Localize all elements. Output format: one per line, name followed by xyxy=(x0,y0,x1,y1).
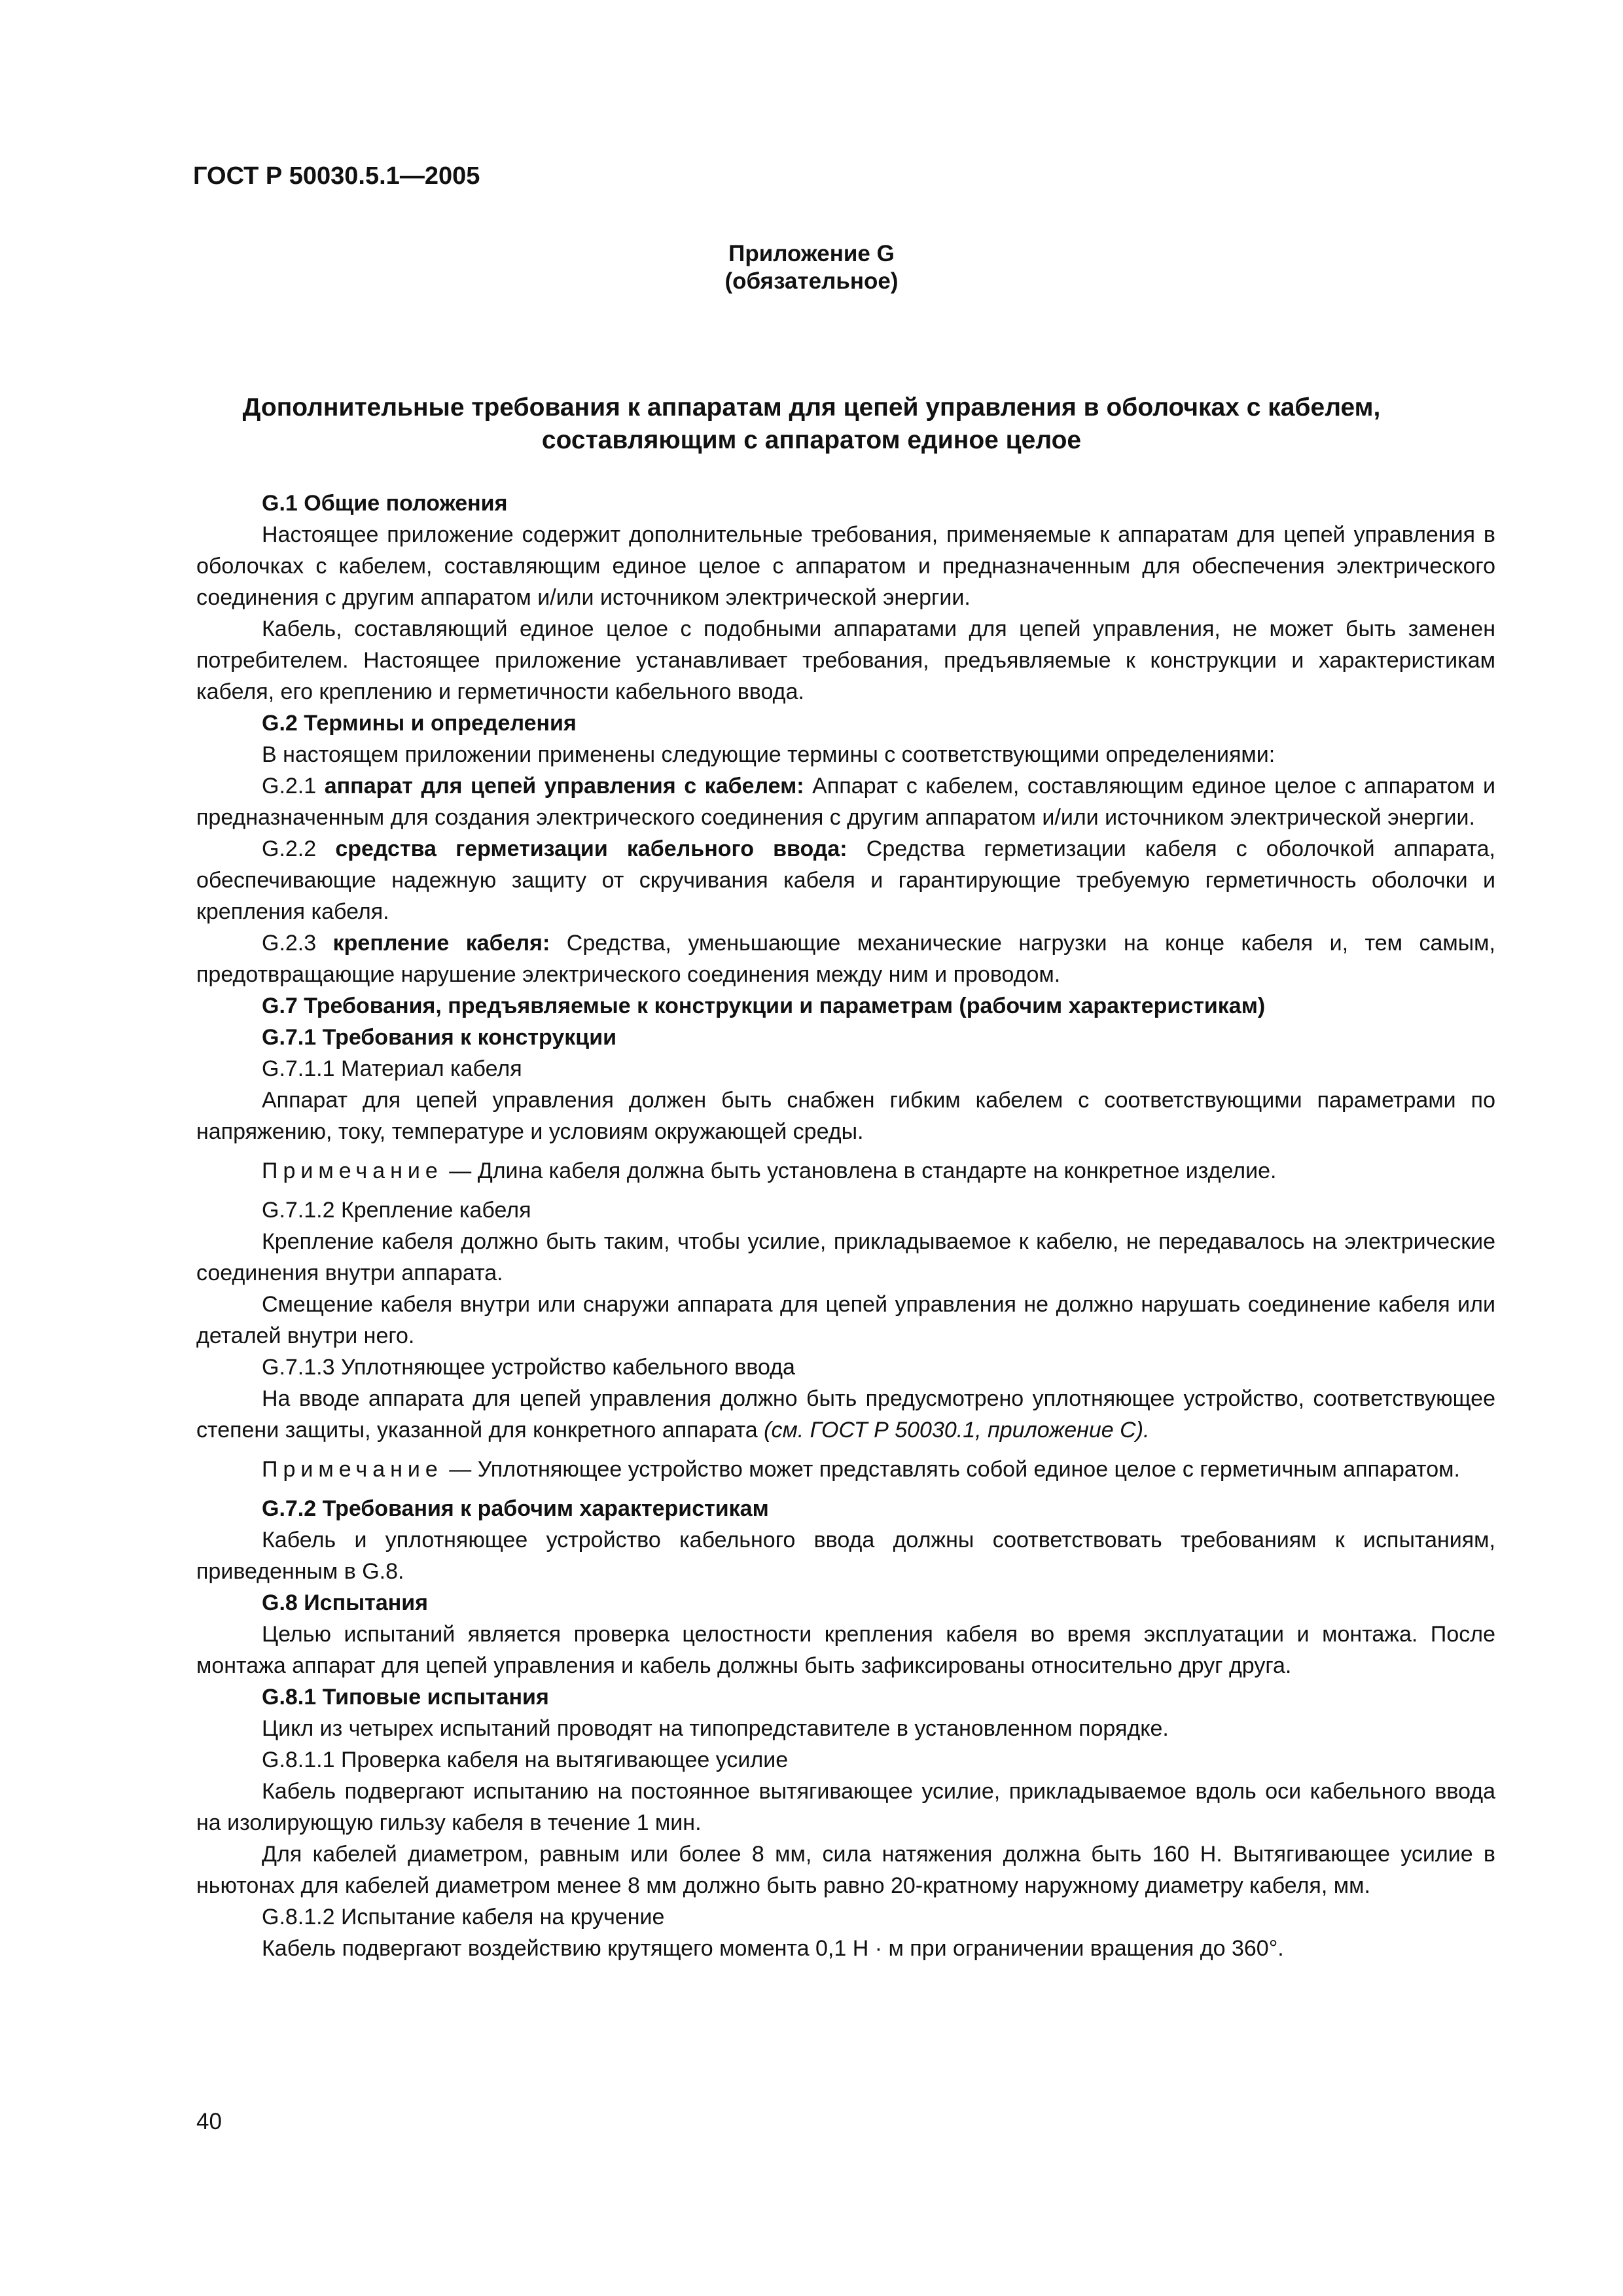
clause-heading-g8-1-1: G.8.1.1 Проверка кабеля на вытягивающее усилие xyxy=(262,1748,789,1772)
definition-term: средства герметизации кабельного ввода: xyxy=(335,836,847,861)
paragraph-text: На вводе аппарата для цепей управления должно быть предусмотрено уплотняющее устройство, соответствующее степени защиты, указанной для конкретного аппарата xyxy=(196,1386,1495,1443)
section-heading-g1: G.1 Общие положения xyxy=(262,491,508,516)
paragraph-g1-2: Кабель, составляющий единое целое с подобными аппаратами для цепей управления, не может быть заменен потребителем. Настоящее приложение устанавливает требования, предъявляемые к конструкции и характеристикам кабеля, его креплению и герметичности кабельного ввода. xyxy=(196,617,1495,704)
clause-heading-g8-1-2: G.8.1.2 Испытание кабеля на кручение xyxy=(262,1905,665,1929)
section-heading-g8: G.8 Испытания xyxy=(262,1590,429,1615)
clause-heading-g7-1-2: G.7.1.2 Крепление кабеля xyxy=(262,1198,531,1223)
note-2 xyxy=(196,1454,1495,1485)
subsection-heading-g7-1: G.7.1 Требования к конструкции xyxy=(262,1025,617,1050)
paragraph-g8-1-1-b: Для кабелей диаметром, равным или более 8 мм, сила натяжения должна быть 160 Н. Вытягивающее усилие в ньютонах для кабелей диаметром менее 8 мм должно быть равно 20-кратному наружному диаметру кабеля, мм. xyxy=(196,1842,1495,1898)
definition-term: крепление кабеля: xyxy=(332,931,550,956)
definition-number: G.2.2 xyxy=(262,836,336,861)
clause-heading-g7-1-1: G.7.1.1 Материал кабеля xyxy=(262,1056,522,1081)
standard-reference: (см. ГОСТ Р 50030.1, приложение С). xyxy=(764,1418,1150,1443)
clause-heading-g7-1-3: G.7.1.3 Уплотняющее устройство кабельного ввода xyxy=(262,1355,795,1380)
definition-text: Аппарат с кабелем, составляющим единое целое с аппаратом и предназначенным для создания электрического соединения с другим аппаратом и/или источником электрической энергии. xyxy=(196,774,1496,830)
paragraph-g1-1: Настоящее приложение содержит дополнительные требования, применяемые к аппаратам для цепей управления в оболочках с кабелем, составляющим единое целое с аппаратом и предназначенным для обеспечения электрического соединения с другим аппаратом и/или источником электрической энергии. xyxy=(196,522,1495,610)
annex-title: Приложение G xyxy=(728,241,895,266)
paragraph-g2-intro: В настоящем приложении применены следующие термины с соответствующими определениями: xyxy=(262,742,1275,767)
subsection-heading-g8-1: G.8.1 Типовые испытания xyxy=(262,1685,549,1710)
note-label: Примечание xyxy=(262,1457,443,1482)
definition-g2-1 xyxy=(196,770,1495,833)
note-1 xyxy=(196,1155,1495,1187)
paragraph-g7-1-2-a: Крепление кабеля должно быть таким, чтобы усилие, прикладываемое к кабелю, не передавалось на электрические соединения внутри аппарата. xyxy=(196,1229,1495,1285)
definition-text: Средства герметизации кабеля с оболочкой аппарата, обеспечивающие надежную защиту от скручивания кабеля и гарантирующие требуемую герметичность оболочки и крепления кабеля. xyxy=(196,836,1496,924)
paragraph-g7-1-2-b: Смещение кабеля внутри или снаружи аппарата для цепей управления не должно нарушать соединение кабеля или деталей внутри него. xyxy=(196,1292,1495,1348)
paragraph-g7-1-1: Аппарат для цепей управления должен быть снабжен гибким кабелем с соответствующими параметрами по напряжению, току, температуре и условиям окружающей среды. xyxy=(196,1088,1495,1144)
definition-g2-3 xyxy=(196,927,1495,990)
paragraph-g8: Целью испытаний является проверка целостности крепления кабеля во время эксплуатации и монтажа. После монтажа аппарат для цепей управления и кабель должны быть зафиксированы относительно друг друга. xyxy=(196,1622,1495,1678)
subsection-heading-g7-2: G.7.2 Требования к рабочим характеристикам xyxy=(262,1496,769,1521)
document-title-line-2: составляющим с аппаратом единое целое xyxy=(541,426,1082,454)
definition-number: G.2.1 xyxy=(262,774,325,798)
paragraph-g7-2: Кабель и уплотняющее устройство кабельного ввода должны соответствовать требованиям к испытаниям, приведенным в G.8. xyxy=(196,1528,1495,1584)
paragraph-g8-1-1-a: Кабель подвергают испытанию на постоянное вытягивающее усилие, прикладываемое вдоль оси кабельного ввода на изолирующую гильзу кабеля в течение 1 мин. xyxy=(196,1779,1495,1835)
annex-status: (обязательное) xyxy=(724,268,899,294)
paragraph-g7-1-3 xyxy=(196,1383,1495,1446)
definition-g2-2 xyxy=(196,833,1495,927)
document-title-line-1: Дополнительные требования к аппаратам для цепей управления в оболочках с кабелем, xyxy=(242,393,1381,422)
section-heading-g2: G.2 Термины и определения xyxy=(262,711,577,736)
definition-term: аппарат для цепей управления с кабелем: xyxy=(324,774,804,798)
document-body xyxy=(196,488,1495,1964)
paragraph-g8-1: Цикл из четырех испытаний проводят на типопредставителе в установленном порядке. xyxy=(262,1716,1169,1741)
standard-designation: ГОСТ Р 50030.5.1—2005 xyxy=(193,162,480,190)
paragraph-g8-1-2: Кабель подвергают воздействию крутящего момента 0,1 Н · м при ограничении вращения до 360°. xyxy=(262,1936,1284,1961)
section-heading-g7: G.7 Требования, предъявляемые к конструкции и параметрам (рабочим характеристикам) xyxy=(262,994,1266,1018)
note-text: — Уплотняющее устройство может представлять собой единое целое с герметичным аппаратом. xyxy=(442,1457,1460,1482)
note-text: — Длина кабеля должна быть установлена в стандарте на конкретное изделие. xyxy=(442,1158,1277,1183)
document-title xyxy=(216,391,1407,457)
definition-text: Средства, уменьшающие механические нагрузки на конце кабеля и, тем самым, предотвращающие нарушение электрического соединения между ним и проводом. xyxy=(196,931,1496,987)
page-number: 40 xyxy=(196,2109,222,2134)
definition-number: G.2.3 xyxy=(262,931,333,956)
note-label: Примечание xyxy=(262,1158,443,1183)
